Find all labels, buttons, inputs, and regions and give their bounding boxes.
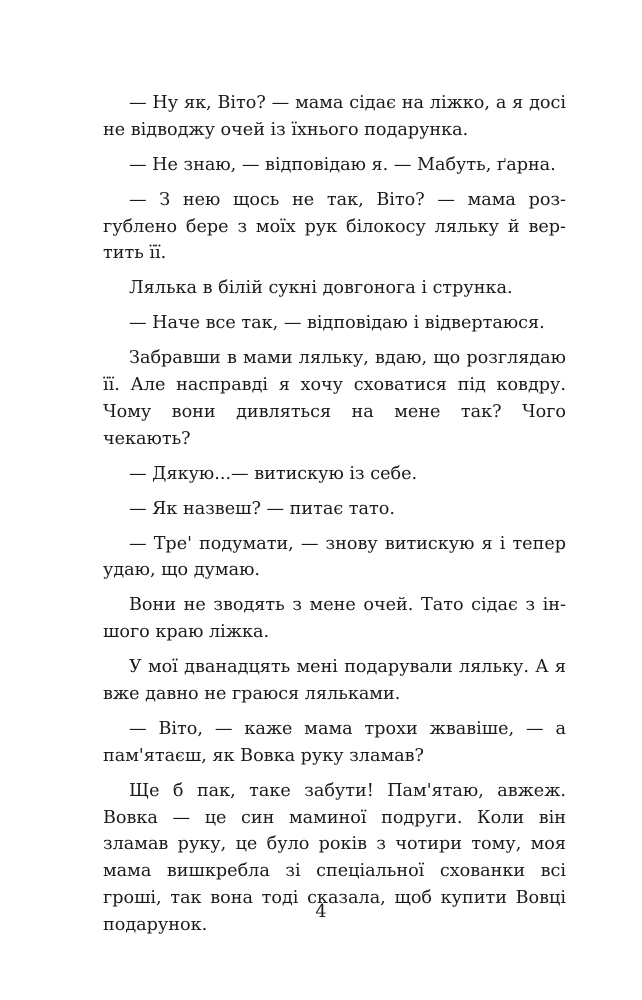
paragraph: — Як назвеш? — питає тато. [129, 498, 395, 519]
paragraph: Забравши в мами ляльку, вдаю, що розглядаю її. Але насправді я хочу сховатися під ковдру. Чому вони дивляться на мене так? Чого чекають? [103, 348, 566, 449]
paragraph: Лялька в білій сукні довгонога і струнка. [129, 278, 513, 299]
paragraph: — Віто, — каже мама трохи жвавіше, — а пам'ятаєш, як Вовка руку зламав? [103, 719, 566, 766]
paragraph: — Не знаю, — відповідаю я. — Мабуть, ґарна. [129, 154, 556, 175]
paragraph: Ще б пак, таке забути! Пам'ятаю, авжеж. Вовка — це син маминої подруги. Коли він зламав руку, це було років з чотири тому, моя мама вишкребла зі спеціальної схованки всі гроші, так вона тоді сказала, щоб купити Вовці подарунок. [103, 780, 566, 935]
page-text [103, 90, 566, 947]
paragraph: — Тре' подумати, — знову витискую я і тепер удаю, що думаю. [103, 533, 566, 581]
paragraph: — Дякую...— витискую із себе. [129, 463, 418, 484]
paragraph: — Ну як, Віто? — мама сідає на ліжко, а я досі не відводжу очей із їхнього подарунка. [103, 93, 566, 140]
paragraph: Вони не зводять з мене очей. Тато сідає з іншого краю ліжка. [103, 595, 566, 643]
paragraph: — Наче все так, — відповідаю і відвертаюся. [129, 313, 545, 334]
paragraph: У мої дванадцять мені подарували ляльку. А я вже давно не граюся ляльками. [103, 657, 566, 705]
paragraph: — З нею щось не так, Віто? — мама розгублено бере з моїх рук білокосу ляльку й вертить її. [103, 189, 566, 264]
page-number: 4 [315, 902, 327, 922]
